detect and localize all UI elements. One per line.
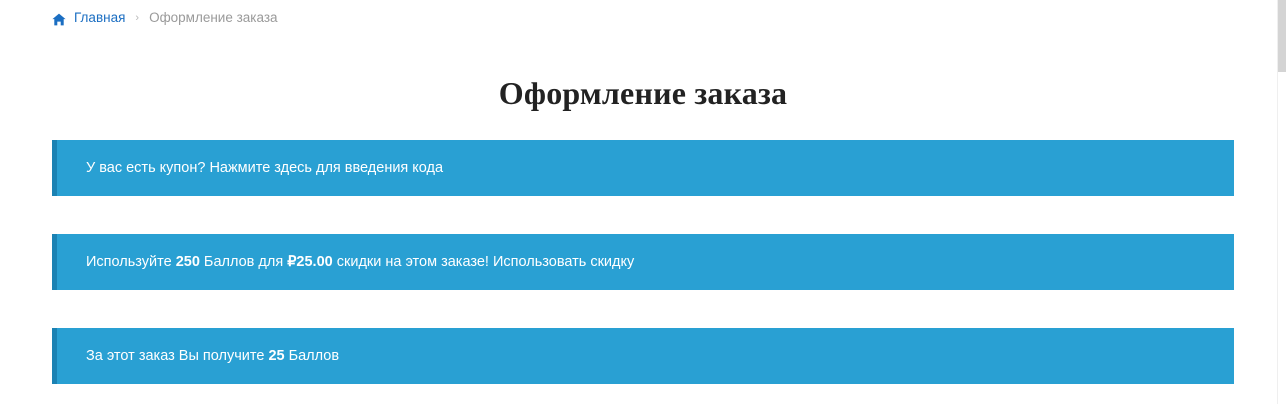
redeem-points-amount: 250 xyxy=(175,254,200,270)
breadcrumb xyxy=(0,0,1286,27)
coupon-notice-prefix: У вас есть купон? xyxy=(86,160,210,176)
points-redeem-notice[interactable] xyxy=(52,234,1234,290)
scrollbar-thumb[interactable] xyxy=(1278,0,1286,72)
earn-points-amount: 25 xyxy=(268,348,285,364)
breadcrumb-home-link[interactable]: Главная xyxy=(74,10,126,25)
redeem-discount-amount: ₽25.00 xyxy=(287,254,333,270)
breadcrumb-separator: › xyxy=(135,12,140,24)
vertical-scrollbar[interactable] xyxy=(1277,0,1286,404)
redeem-middle: Баллов для xyxy=(199,254,288,270)
breadcrumb-current: Оформление заказа xyxy=(149,10,278,25)
notice-list xyxy=(0,112,1286,384)
points-earn-notice xyxy=(52,328,1234,384)
coupon-notice-link[interactable]: Нажмите здесь для введения кода xyxy=(209,160,444,176)
earn-suffix: Баллов xyxy=(284,348,340,364)
redeem-suffix: скидки на этом заказе! xyxy=(332,254,493,270)
apply-discount-link[interactable]: Использовать скидку xyxy=(492,254,635,270)
page-title: Оформление заказа xyxy=(498,75,788,111)
coupon-notice[interactable] xyxy=(52,140,1234,196)
earn-prefix: За этот заказ Вы получите xyxy=(86,348,269,364)
redeem-prefix: Используйте xyxy=(86,254,176,270)
points-redeem-notice-text xyxy=(86,252,634,272)
coupon-notice-text xyxy=(86,158,443,178)
points-earn-notice-text xyxy=(86,346,339,366)
home-icon xyxy=(52,13,66,26)
